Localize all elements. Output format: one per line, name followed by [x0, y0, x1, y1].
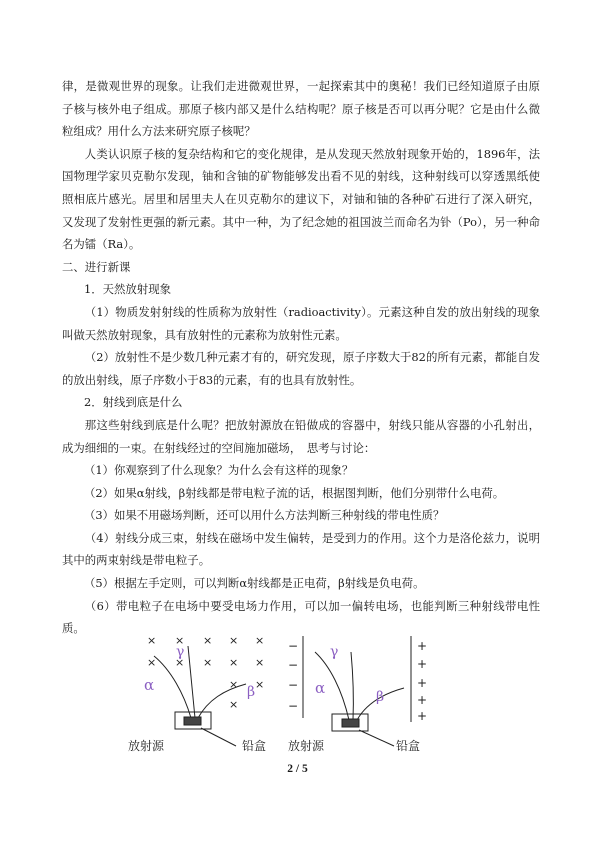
svg-text:+: + — [417, 693, 428, 707]
right-lead-box — [332, 714, 394, 746]
svg-text:+: + — [417, 639, 428, 653]
svg-text:+: + — [417, 676, 428, 690]
discussion-item: （5）根据左手定则，可以判断α射线都是正电荷，β射线是负电荷。 — [84, 576, 425, 591]
subsection-1-title: 1．天然放射现象 — [84, 282, 171, 297]
right-ray-paths — [315, 652, 404, 720]
left-ray-paths — [154, 646, 246, 718]
gamma-label: γ — [176, 644, 185, 660]
left-greek-labels — [144, 644, 255, 700]
discussion-item: （4）射线分成三束，射线在磁场中发生偏转，是受到力的作用。这个力是洛伦兹力，说明其中的两束射线是带电粒子。 — [62, 530, 540, 568]
svg-text:×: × — [203, 656, 213, 669]
svg-text:×: × — [175, 656, 185, 669]
svg-text:−: − — [288, 658, 299, 672]
beta-ray-path — [357, 688, 404, 720]
svg-text:×: × — [147, 656, 157, 669]
section-heading: 二、进行新课 — [62, 259, 131, 274]
svg-text:×: × — [147, 634, 157, 647]
discussion-item: （2）如果α射线，β射线都是带电粒子流的话，根据图判断，他们分别带什么电荷。 — [84, 485, 505, 500]
left-lead-box — [175, 712, 236, 746]
radioactivity-elements: （2）放射性不是少数几种元素才有的，研究发现，原子序数大于82的所有元素，都能自发的放出射线，原子序数小于83的元素，有的也具有放射性。 — [62, 350, 540, 387]
alpha-label: α — [315, 679, 326, 697]
history-paragraph: 人类认识原子核的复杂结构和它的变化规律，是从发现天然放射现象开始的，1896年，法国物理学家贝克勒尔发现，铀和含铀的矿物能够发出看不见的射线，这种射线可以穿透黑纸使照相底片感光。居里和居里夫人在贝克勒尔的建议下，对铀和铀的各种矿石进行了深入研究，又发现了发射性更强的新元素。其中一种，为了纪念她的祖国波兰而命名为钋（Po），另一种命名为镭（Ra）。 — [62, 146, 540, 252]
radioactivity-definition: （1）物质发射射线的性质称为放射性（radioactivity）。元素这种自发的放出射线的现象叫做天然放射现象，具有放射性的元素称为放射性元素。 — [62, 304, 540, 342]
box-pointer-line — [359, 730, 394, 746]
svg-text:−: − — [288, 639, 299, 653]
svg-text:+: + — [417, 709, 428, 723]
svg-text:−: − — [288, 678, 299, 692]
discussion-item: （3）如果不用磁场判断，还可以用什么方法判断三种射线的带电性质？ — [84, 508, 445, 523]
right-greek-labels — [315, 644, 384, 705]
electric-field-plates — [288, 636, 427, 723]
beta-label: β — [376, 689, 385, 705]
svg-text:+: + — [417, 657, 428, 671]
intro-paragraph: 律，是微观世界的现象。让我们走进微观世界，一起探索其中的奥秘！我们已经知道原子由原子核与核外电子组成。那原子核内部又是什么结构呢？原子核是否可以再分呢？它是由什么微粒组成？用什么方法来研究原子核呢？ — [62, 79, 540, 139]
source-label: 放射源 — [288, 739, 325, 753]
alpha-ray-path — [154, 656, 191, 718]
lead-box-label: 铅盒 — [396, 739, 421, 753]
radiation-source-icon — [184, 717, 201, 725]
rays-intro: 那这些射线到底是什么呢？把放射源放在铅做成的容器中，射线只能从容器的小孔射出，成为细细的一束。在射线经过的空间施加磁场， 思考与讨论： — [62, 417, 540, 455]
source-label: 放射源 — [128, 739, 165, 753]
subsection-2-title: 2．射线到底是什么 — [84, 395, 183, 410]
document-body — [62, 75, 540, 640]
svg-text:×: × — [229, 698, 239, 711]
svg-text:×: × — [203, 634, 213, 647]
svg-text:×: × — [255, 678, 265, 691]
beta-label: β — [247, 684, 256, 700]
svg-text:×: × — [229, 656, 239, 669]
discussion-item: （1）你观察到了什么现象？为什么会有这样的现象？ — [84, 463, 354, 478]
positive-signs — [417, 639, 427, 723]
page-number: 2 / 5 — [287, 763, 308, 775]
gamma-ray-path — [188, 646, 195, 718]
gamma-ray-path — [351, 652, 353, 720]
gamma-label: γ — [330, 644, 339, 660]
alpha-label: α — [144, 676, 155, 694]
lead-box-label: 铅盒 — [242, 739, 267, 753]
svg-text:×: × — [229, 634, 239, 647]
box-pointer-line — [201, 728, 236, 746]
svg-text:×: × — [255, 634, 265, 647]
discussion-item: （6）带电粒子在电场中要受电场力作用，可以加一偏转电场，也能判断三种射线带电性质。 — [62, 598, 540, 636]
magnetic-field-crosses — [147, 634, 264, 711]
svg-text:−: − — [288, 699, 299, 713]
svg-text:×: × — [255, 656, 265, 669]
beta-ray-path — [198, 684, 246, 718]
alpha-ray-path — [315, 652, 349, 720]
svg-text:×: × — [229, 678, 239, 691]
radiation-source-icon — [342, 719, 359, 727]
svg-text:×: × — [175, 634, 185, 647]
negative-signs — [288, 639, 298, 713]
